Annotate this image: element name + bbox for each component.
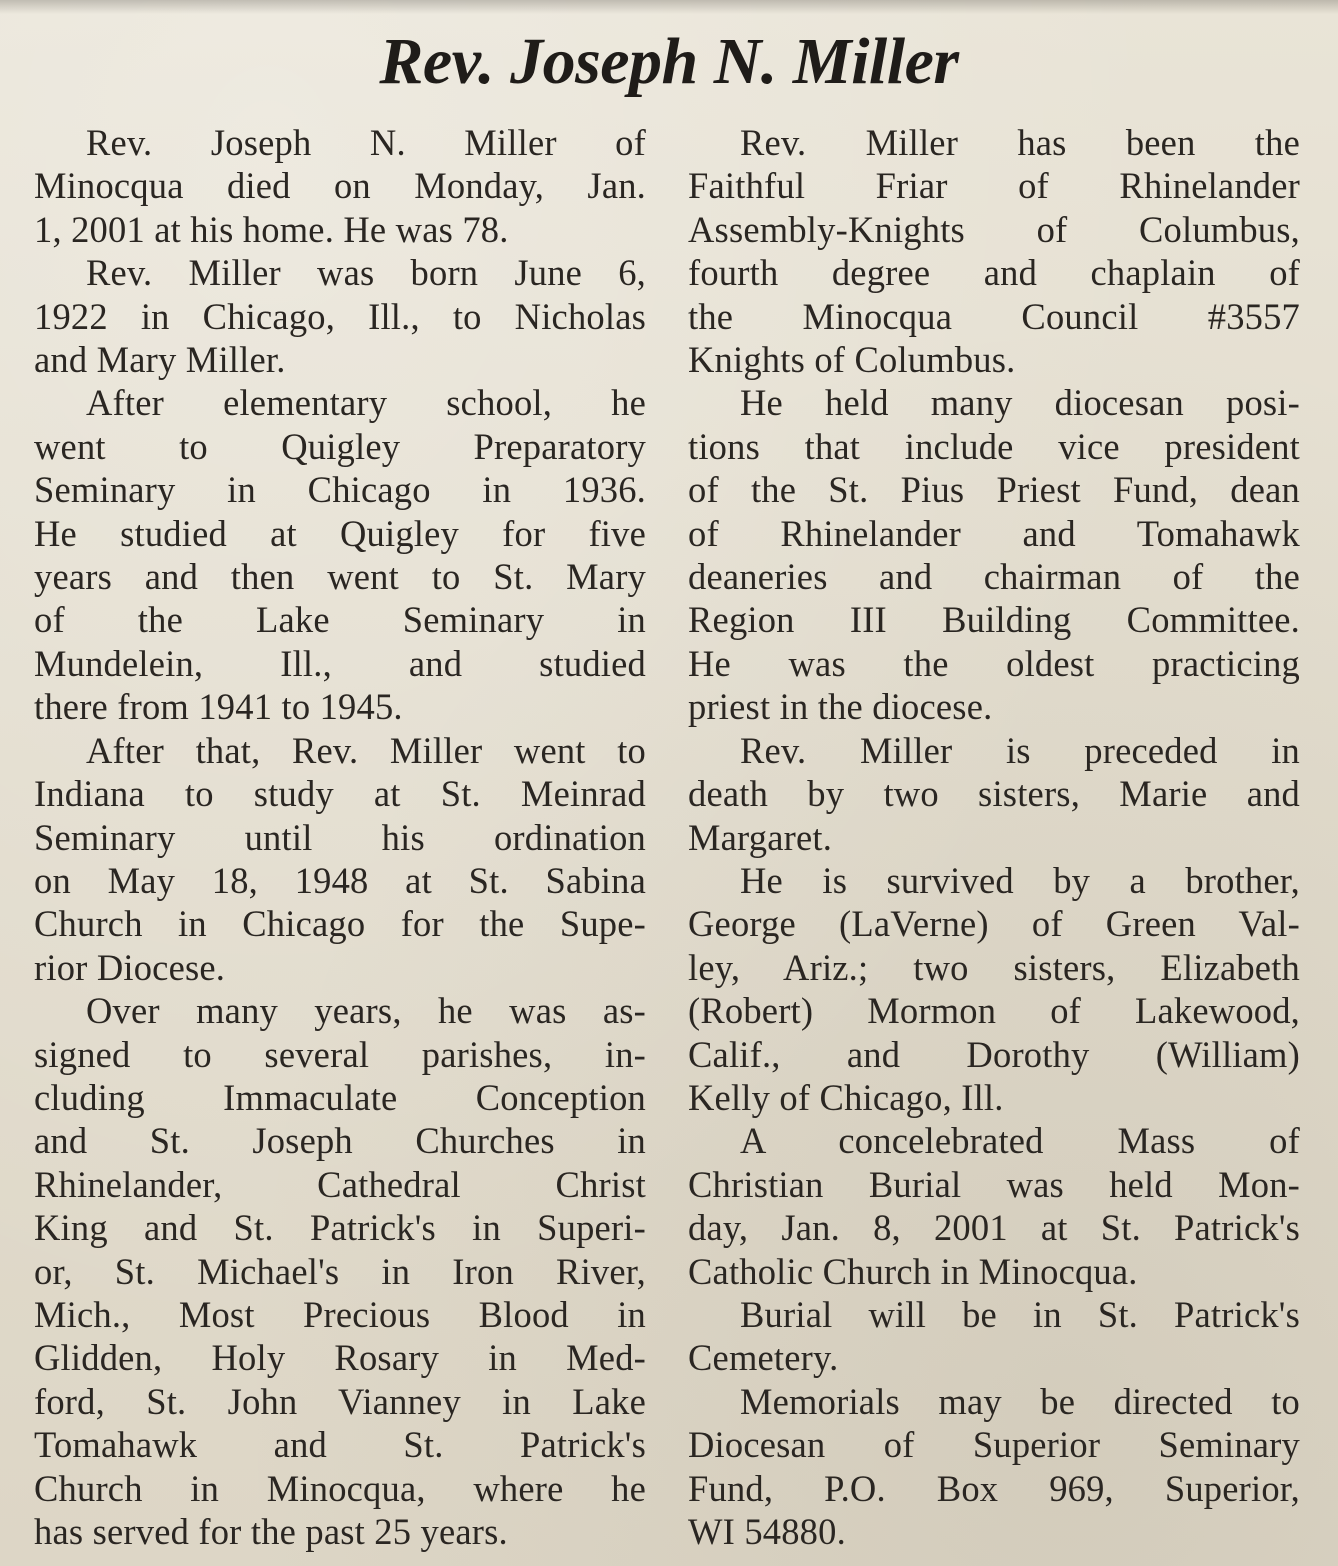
text-line: Seminary until his ordination (34, 816, 646, 858)
text-line: deaneries and chairman of the (688, 556, 1300, 598)
text-line: He is survived by a brother, (740, 859, 1300, 901)
right-paragraph (688, 1119, 1300, 1293)
right-paragraph (688, 1293, 1300, 1380)
text-line: tions that include vice president (688, 425, 1300, 467)
text-line: Church in Minocqua, where he (34, 1467, 646, 1509)
text-line: Mich., Most Precious Blood in (34, 1293, 646, 1335)
text-line: ford, St. John Vianney in Lake (34, 1380, 646, 1422)
text-line: priest in the diocese. (688, 686, 993, 728)
text-line: 1, 2001 at his home. He was 78. (34, 208, 509, 250)
text-line: (Robert) Mormon of Lakewood, (688, 990, 1300, 1032)
text-line: of the St. Pius Priest Fund, dean (688, 469, 1300, 511)
left-paragraph (34, 251, 646, 381)
text-line: went to Quigley Preparatory (34, 425, 646, 467)
right-column (688, 121, 1300, 1553)
text-line: fourth degree and chaplain of (688, 252, 1300, 294)
left-paragraph (34, 729, 646, 989)
text-line: Tomahawk and St. Patrick's (34, 1424, 646, 1466)
text-line: Faithful Friar of Rhinelander (688, 165, 1300, 207)
text-line: He studied at Quigley for five (34, 512, 646, 554)
left-paragraph (34, 121, 646, 251)
text-line: He held many diocesan posi- (740, 382, 1300, 424)
text-line: 1922 in Chicago, Ill., to Nicholas (34, 295, 646, 337)
text-line: and Mary Miller. (34, 339, 286, 381)
text-line: rior Diocese. (34, 946, 226, 988)
text-line: Christian Burial was held Mon- (688, 1163, 1300, 1205)
text-line: of the Lake Seminary in (34, 599, 646, 641)
text-line: Burial will be in St. Patrick's (740, 1293, 1300, 1335)
left-paragraph (34, 381, 646, 728)
text-line: Indiana to study at St. Meinrad (34, 773, 646, 815)
text-line: Mundelein, Ill., and studied (34, 642, 646, 684)
text-line: there from 1941 to 1945. (34, 686, 403, 728)
text-line: Rev. Miller was born June 6, (86, 252, 646, 294)
right-paragraph (688, 121, 1300, 381)
text-line: Seminary in Chicago in 1936. (34, 469, 646, 511)
text-line: on May 18, 1948 at St. Sabina (34, 859, 646, 901)
text-line: After that, Rev. Miller went to (86, 729, 646, 771)
text-line: Assembly-Knights of Columbus, (688, 208, 1300, 250)
text-line: Glidden, Holy Rosary in Med- (34, 1337, 646, 1379)
text-line: cluding Immaculate Conception (34, 1076, 646, 1118)
text-line: years and then went to St. Mary (34, 556, 646, 598)
text-line: of Rhinelander and Tomahawk (688, 512, 1300, 554)
left-paragraph (34, 989, 646, 1553)
text-line: After elementary school, he (86, 382, 646, 424)
text-line: Over many years, he was as- (86, 990, 646, 1032)
text-line: Region III Building Committee. (688, 599, 1300, 641)
text-line: Rev. Joseph N. Miller of (86, 122, 646, 163)
text-line: has served for the past 25 years. (34, 1511, 508, 1552)
text-line: He was the oldest practicing (688, 642, 1300, 684)
torn-top-edge (0, 0, 1338, 14)
text-line: Fund, P.O. Box 969, Superior, (688, 1467, 1300, 1509)
text-line: Calif., and Dorothy (William) (688, 1033, 1300, 1075)
text-line: Kelly of Chicago, Ill. (688, 1076, 1004, 1118)
text-line: WI 54880. (688, 1511, 846, 1552)
text-line: death by two sisters, Marie and (688, 773, 1300, 815)
text-line: Diocesan of Superior Seminary (688, 1424, 1300, 1466)
text-line: Margaret. (688, 816, 833, 858)
text-line: Catholic Church in Minocqua. (688, 1250, 1138, 1292)
right-paragraph (688, 729, 1300, 859)
text-line: ley, Ariz.; two sisters, Elizabeth (688, 946, 1300, 988)
text-line: A concelebrated Mass of (740, 1120, 1300, 1162)
right-paragraph (688, 381, 1300, 728)
text-line: Knights of Columbus. (688, 339, 1016, 381)
text-line: George (LaVerne) of Green Val- (688, 903, 1300, 945)
right-paragraph (688, 859, 1300, 1119)
text-line: day, Jan. 8, 2001 at St. Patrick's (688, 1207, 1300, 1249)
right-paragraph (688, 1380, 1300, 1554)
text-line: or, St. Michael's in Iron River, (34, 1250, 646, 1292)
text-line: Rhinelander, Cathedral Christ (34, 1163, 646, 1205)
text-line: and St. Joseph Churches in (34, 1120, 646, 1162)
text-line: Church in Chicago for the Supe- (34, 903, 646, 945)
text-line: King and St. Patrick's in Superi- (34, 1207, 646, 1249)
text-line: Rev. Miller is preceded in (740, 729, 1300, 771)
text-line: signed to several parishes, in- (34, 1033, 646, 1075)
text-line: Memorials may be directed to (740, 1380, 1300, 1422)
obituary-headline: Rev. Joseph N. Miller (379, 25, 959, 98)
text-line: Cemetery. (688, 1337, 839, 1379)
text-line: the Minocqua Council #3557 (688, 295, 1300, 337)
left-column (34, 121, 646, 1553)
text-line: Minocqua died on Monday, Jan. (34, 165, 646, 207)
text-line: Rev. Miller has been the (740, 122, 1300, 163)
